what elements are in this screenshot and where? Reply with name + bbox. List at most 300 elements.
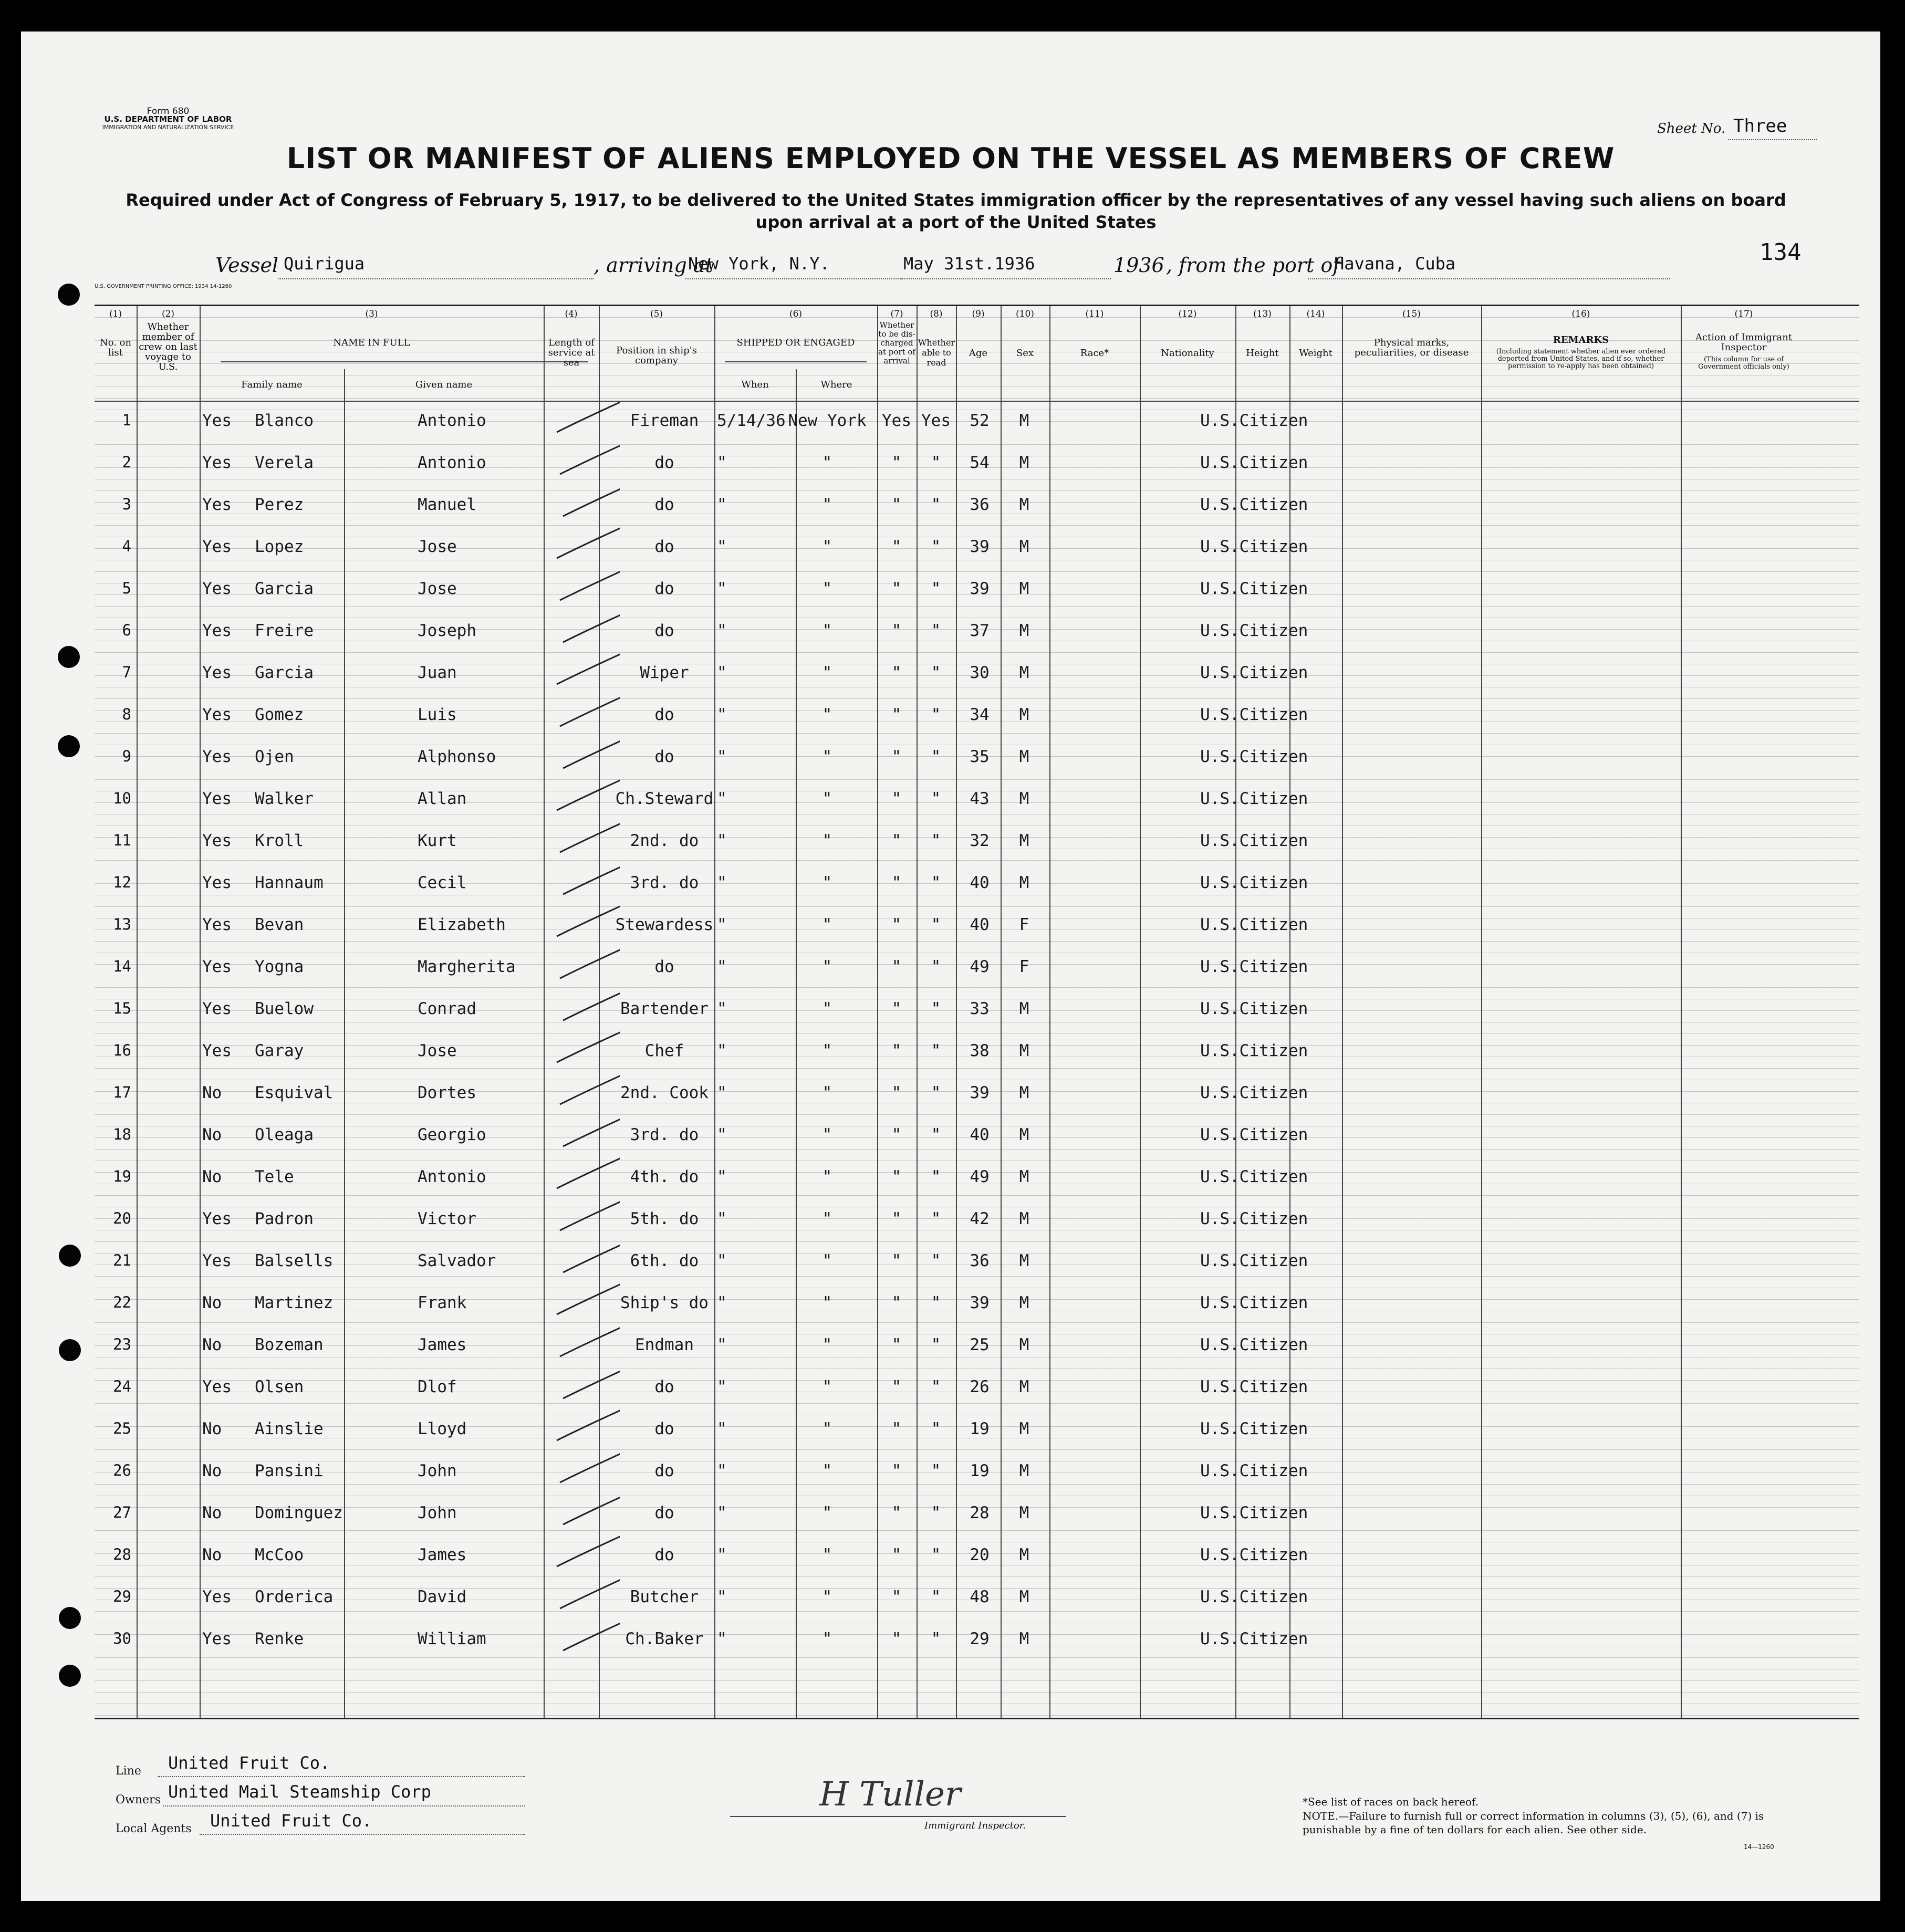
cell-when: " [717, 789, 727, 808]
service-tick-mark [557, 1149, 620, 1188]
cell-position: 6th. do [630, 1251, 699, 1270]
cell-sex: M [1019, 1588, 1029, 1606]
cell-given-name: Jose [418, 1041, 457, 1060]
cell-given-name: Dortes [418, 1083, 476, 1102]
service-tick-marks [95, 306, 620, 1718]
cell-prev-voyage: Yes [202, 579, 232, 598]
cell-read: " [931, 1251, 941, 1270]
service-tick-mark [557, 1527, 620, 1567]
cell-read: " [931, 495, 941, 514]
service-tick-mark [563, 1359, 620, 1398]
cell-age: 42 [970, 1209, 990, 1228]
cell-age: 34 [970, 705, 990, 724]
cell-given-name: Frank [418, 1293, 467, 1312]
cell-age: 30 [970, 663, 990, 682]
cell-when: " [717, 1377, 727, 1396]
cell-sex: M [1019, 1630, 1029, 1648]
cell-given-name: James [418, 1545, 467, 1564]
row-number: 27 [113, 1503, 131, 1521]
cell-age: 29 [970, 1630, 990, 1648]
cell-position: do [654, 1503, 674, 1522]
cell-position: do [654, 579, 674, 598]
cell-nationality: U.S.Citizen [1200, 1293, 1308, 1312]
col-header-prev-voyage: Whether member of crew on last voyage to U.S. [139, 321, 197, 372]
cell-discharged: " [891, 1419, 902, 1438]
cell-read: " [931, 999, 941, 1018]
cell-discharged: " [891, 999, 902, 1018]
cell-sex: M [1019, 999, 1029, 1018]
col-num-16: (16) [1571, 309, 1590, 319]
vessel-line [278, 278, 594, 279]
cell-discharged: " [891, 579, 902, 598]
cell-where: " [822, 1419, 832, 1438]
cell-where: " [822, 1461, 832, 1480]
cell-discharged: " [891, 831, 902, 850]
row-number: 21 [113, 1251, 131, 1269]
cell-where: " [822, 705, 832, 724]
signature-line [730, 1816, 1066, 1817]
cell-read: " [931, 1461, 941, 1480]
col-header-weight: Weight [1299, 348, 1333, 359]
col-header-shipped: SHIPPED OR ENGAGED [736, 337, 855, 348]
cell-age: 28 [970, 1503, 990, 1522]
binder-hole [58, 646, 80, 668]
cell-prev-voyage: Yes [202, 705, 232, 724]
col-num-1: (1) [109, 309, 122, 319]
cell-prev-voyage: No [202, 1461, 222, 1480]
cell-prev-voyage: No [202, 1083, 222, 1102]
cell-nationality: U.S.Citizen [1200, 1167, 1308, 1186]
service-tick-mark [563, 1233, 620, 1272]
cell-position: do [654, 495, 674, 514]
row-number: 3 [122, 495, 131, 513]
cell-read: " [931, 873, 941, 892]
cell-age: 54 [970, 453, 990, 472]
cell-sex: M [1019, 1167, 1029, 1186]
cell-where: " [822, 1083, 832, 1102]
cell-family-name: Ojen [255, 747, 294, 766]
arriving-line [685, 278, 901, 279]
cell-when: " [717, 747, 727, 766]
cell-read: " [931, 915, 941, 934]
cell-discharged: " [891, 1167, 902, 1186]
cell-sex: M [1019, 831, 1029, 850]
cell-nationality: U.S.Citizen [1200, 1503, 1308, 1522]
col-header-height: Height [1246, 348, 1279, 359]
cell-given-name: Elizabeth [418, 915, 506, 934]
row-number: 19 [113, 1167, 131, 1185]
cell-given-name: Allan [418, 789, 467, 808]
cell-age: 38 [970, 1041, 990, 1060]
col-note-remarks: (Including statement whether alien ever ordered deported from United States, and if so, whether permission to re-apply has been obtained) [1496, 348, 1666, 370]
cell-family-name: Freire [255, 621, 314, 640]
cell-when: " [717, 999, 727, 1018]
cell-read: " [931, 621, 941, 640]
cell-discharged: " [891, 873, 902, 892]
service-tick-mark [557, 645, 620, 684]
service-tick-mark [560, 1569, 620, 1609]
cell-nationality: U.S.Citizen [1200, 411, 1308, 430]
cell-when: " [717, 957, 727, 976]
cell-where: " [822, 1335, 832, 1354]
cell-discharged: " [891, 915, 902, 934]
cell-nationality: U.S.Citizen [1200, 453, 1308, 472]
cell-position: Butcher [630, 1588, 699, 1606]
agents-label: Local Agents [116, 1822, 192, 1835]
cell-sex: M [1019, 537, 1029, 556]
cell-where: " [822, 537, 832, 556]
cell-read: Yes [921, 411, 951, 430]
cell-age: 52 [970, 411, 990, 430]
cell-prev-voyage: No [202, 1167, 222, 1186]
from-port: Havana, Cuba [1334, 254, 1456, 274]
cell-family-name: Orderica [255, 1588, 334, 1606]
cell-read: " [931, 1588, 941, 1606]
cell-nationality: U.S.Citizen [1200, 621, 1308, 640]
cell-where: " [822, 1588, 832, 1606]
cell-where: " [822, 1293, 832, 1312]
cell-nationality: U.S.Citizen [1200, 789, 1308, 808]
cell-when: " [717, 1503, 727, 1522]
cell-position: do [654, 621, 674, 640]
cell-sex: M [1019, 1209, 1029, 1228]
cell-age: 25 [970, 1335, 990, 1354]
cell-read: " [931, 705, 941, 724]
cell-sex: M [1019, 1419, 1029, 1438]
cell-where: " [822, 915, 832, 934]
cell-family-name: Yogna [255, 957, 304, 976]
cell-family-name: Verela [255, 453, 314, 472]
cell-age: 37 [970, 621, 990, 640]
cell-nationality: U.S.Citizen [1200, 1209, 1308, 1228]
cell-discharged: " [891, 1293, 902, 1312]
cell-read: " [931, 1630, 941, 1648]
cell-discharged: " [891, 1377, 902, 1396]
cell-nationality: U.S.Citizen [1200, 1251, 1308, 1270]
row-number: 15 [113, 999, 131, 1017]
cell-family-name: Balsells [255, 1251, 334, 1270]
cell-given-name: Kurt [418, 831, 457, 850]
cell-prev-voyage: Yes [202, 663, 232, 682]
cell-nationality: U.S.Citizen [1200, 873, 1308, 892]
service-tick-mark [560, 1191, 620, 1230]
cell-family-name: Bozeman [255, 1335, 324, 1354]
service-tick-mark [560, 939, 620, 978]
cell-when: " [717, 1335, 727, 1354]
cell-given-name: Georgio [418, 1125, 486, 1144]
cell-age: 39 [970, 537, 990, 556]
page-title: LIST OR MANIFEST OF ALIENS EMPLOYED ON THE VESSEL AS MEMBERS OF CREW [286, 142, 1615, 175]
cell-nationality: U.S.Citizen [1200, 915, 1308, 934]
cell-nationality: U.S.Citizen [1200, 1588, 1308, 1606]
cell-when: " [717, 1545, 727, 1564]
manifest-sheet [21, 32, 1880, 1901]
column-divider [1140, 306, 1141, 1718]
cell-prev-voyage: Yes [202, 411, 232, 430]
agents-fill [200, 1834, 525, 1835]
cell-when: " [717, 1293, 727, 1312]
cell-nationality: U.S.Citizen [1200, 1630, 1308, 1648]
department: U.S. DEPARTMENT OF LABOR [104, 114, 232, 124]
row-number: 29 [113, 1588, 131, 1605]
col-num-15: (15) [1402, 309, 1421, 319]
cell-sex: M [1019, 453, 1029, 472]
column-divider [1481, 306, 1482, 1718]
cell-read: " [931, 663, 941, 682]
year-printed: 1936 [1113, 254, 1164, 277]
binder-hole [58, 284, 80, 306]
col-header-inspector-action: Action of Immigrant Inspector [1695, 332, 1793, 353]
cell-where: " [822, 999, 832, 1018]
col-num-3: (3) [365, 309, 378, 319]
cell-given-name: Margherita [418, 957, 516, 976]
cell-read: " [931, 1545, 941, 1564]
service-tick-mark [557, 393, 620, 432]
cell-nationality: U.S.Citizen [1200, 663, 1308, 682]
cell-where: " [822, 453, 832, 472]
cell-where: " [822, 579, 832, 598]
cell-family-name: Olsen [255, 1377, 304, 1396]
cell-position: do [654, 1461, 674, 1480]
cell-sex: M [1019, 705, 1029, 724]
agents-value: United Fruit Co. [210, 1811, 372, 1831]
cell-age: 49 [970, 1167, 990, 1186]
col-num-5: (5) [650, 309, 663, 319]
cell-family-name: Garay [255, 1041, 304, 1060]
cell-nationality: U.S.Citizen [1200, 1461, 1308, 1480]
cell-where: " [822, 831, 832, 850]
cell-given-name: John [418, 1461, 457, 1480]
cell-prev-voyage: No [202, 1125, 222, 1144]
cell-given-name: Manuel [418, 495, 476, 514]
cell-family-name: Padron [255, 1209, 314, 1228]
cell-prev-voyage: No [202, 1419, 222, 1438]
cell-nationality: U.S.Citizen [1200, 495, 1308, 514]
cell-position: Ch.Steward [615, 789, 714, 808]
cell-when: " [717, 1588, 727, 1606]
cell-sex: M [1019, 579, 1029, 598]
row-number: 24 [113, 1377, 131, 1395]
cell-family-name: Hannaum [255, 873, 324, 892]
col-note-inspector-action: (This column for use of Government officials only) [1698, 356, 1789, 371]
cell-nationality: U.S.Citizen [1200, 1125, 1308, 1144]
col-num-17: (17) [1734, 309, 1753, 319]
cell-when: " [717, 621, 727, 640]
cell-given-name: James [418, 1335, 467, 1354]
cell-family-name: Perez [255, 495, 304, 514]
from-port-line [1308, 278, 1670, 279]
row-number: 1 [122, 411, 131, 429]
cell-where: " [822, 1545, 832, 1564]
cell-prev-voyage: Yes [202, 537, 232, 556]
cell-prev-voyage: No [202, 1293, 222, 1312]
cell-sex: M [1019, 747, 1029, 766]
cell-discharged: " [891, 1041, 902, 1060]
cell-nationality: U.S.Citizen [1200, 705, 1308, 724]
cell-given-name: Antonio [418, 411, 486, 430]
service-tick-mark [557, 1023, 620, 1062]
row-number: 5 [122, 579, 131, 597]
cell-sex: M [1019, 1335, 1029, 1354]
cell-prev-voyage: No [202, 1545, 222, 1564]
row-number: 9 [122, 747, 131, 765]
cell-age: 33 [970, 999, 990, 1018]
cell-when: " [717, 1209, 727, 1228]
col-header-service-length: Length of service at sea [548, 337, 595, 368]
cell-sex: M [1019, 1461, 1029, 1480]
form-identifier [89, 108, 247, 131]
cell-family-name: Ainslie [255, 1419, 324, 1438]
cell-prev-voyage: Yes [202, 1630, 232, 1648]
arriving-port: New York, N.Y. [688, 254, 830, 274]
cell-when: " [717, 1125, 727, 1144]
cell-prev-voyage: Yes [202, 1377, 232, 1396]
cell-discharged: " [891, 1335, 902, 1354]
service-tick-mark [563, 981, 620, 1020]
cell-position: Fireman [630, 411, 699, 430]
service-tick-mark [563, 477, 620, 516]
cell-age: 36 [970, 1251, 990, 1270]
row-number: 22 [113, 1293, 131, 1311]
cell-when: " [717, 453, 727, 472]
cell-age: 39 [970, 579, 990, 598]
cell-read: " [931, 1377, 941, 1396]
cell-nationality: U.S.Citizen [1200, 1335, 1308, 1354]
cell-sex: M [1019, 663, 1029, 682]
col-num-9: (9) [972, 309, 985, 319]
service-tick-mark [557, 1275, 620, 1314]
cell-discharged: " [891, 705, 902, 724]
row-number: 8 [122, 705, 131, 723]
cell-prev-voyage: No [202, 1335, 222, 1354]
col-header-when: When [741, 379, 769, 390]
col-header-age: Age [969, 348, 988, 359]
cell-given-name: Cecil [418, 873, 467, 892]
col-num-14: (14) [1306, 309, 1325, 319]
cell-position: 5th. do [630, 1209, 699, 1228]
cell-read: " [931, 1419, 941, 1438]
cell-when: " [717, 495, 727, 514]
form-number: Form 680 [147, 106, 190, 117]
cell-age: 36 [970, 495, 990, 514]
cell-sex: M [1019, 1503, 1029, 1522]
cell-prev-voyage: Yes [202, 1041, 232, 1060]
cell-when: " [717, 663, 727, 682]
cell-where: " [822, 747, 832, 766]
service-tick-mark [563, 1107, 620, 1146]
cell-position: Bartender [620, 999, 709, 1018]
cell-discharged: " [891, 1251, 902, 1270]
col-header-position: Position in ship's company [616, 345, 697, 366]
col-header-sex: Sex [1016, 348, 1034, 359]
cell-when: " [717, 1630, 727, 1648]
cell-given-name: Lloyd [418, 1419, 467, 1438]
service-tick-mark [563, 855, 620, 894]
row-number: 26 [113, 1461, 131, 1479]
col-header-remarks: REMARKS [1553, 335, 1609, 346]
cell-position: 3rd. do [630, 1125, 699, 1144]
cell-discharged: " [891, 1503, 902, 1522]
cell-sex: M [1019, 873, 1029, 892]
cell-read: " [931, 1209, 941, 1228]
service-tick-mark [560, 813, 620, 852]
cell-prev-voyage: Yes [202, 453, 232, 472]
service-tick-mark [563, 729, 620, 768]
cell-when: " [717, 915, 727, 934]
cell-when: " [717, 1419, 727, 1438]
col-num-11: (11) [1085, 309, 1104, 319]
cell-read: " [931, 1125, 941, 1144]
cell-when: " [717, 537, 727, 556]
cell-sex: M [1019, 411, 1029, 430]
cell-age: 40 [970, 915, 990, 934]
cell-sex: M [1019, 1545, 1029, 1564]
cell-sex: M [1019, 789, 1029, 808]
from-label: , from the port of [1166, 254, 1340, 277]
col-num-10: (10) [1016, 309, 1034, 319]
cell-read: " [931, 1083, 941, 1102]
cell-family-name: Esquival [255, 1083, 334, 1102]
cell-sex: M [1019, 621, 1029, 640]
cell-where: " [822, 1209, 832, 1228]
cell-family-name: McCoo [255, 1545, 304, 1564]
cell-age: 48 [970, 1588, 990, 1606]
col-header-name: NAME IN FULL [333, 337, 410, 348]
cell-when: " [717, 1461, 727, 1480]
cell-discharged: " [891, 663, 902, 682]
cell-family-name: Gomez [255, 705, 304, 724]
cell-position: 4th. do [630, 1167, 699, 1186]
cell-read: " [931, 1293, 941, 1312]
row-number: 23 [113, 1335, 131, 1353]
cell-prev-voyage: No [202, 1503, 222, 1522]
cell-when: " [717, 1251, 727, 1270]
service: IMMIGRATION AND NATURALIZATION SERVICE [102, 124, 234, 131]
cell-discharged: " [891, 537, 902, 556]
cell-position: do [654, 747, 674, 766]
row-number: 12 [113, 873, 131, 891]
col-header-no: No. on list [99, 337, 132, 358]
cell-age: 39 [970, 1083, 990, 1102]
cell-position: Wiper [640, 663, 689, 682]
sheet-label: Sheet No. [1657, 121, 1726, 137]
cell-given-name: Luis [418, 705, 457, 724]
cell-where: " [822, 1377, 832, 1396]
cell-prev-voyage: Yes [202, 831, 232, 850]
cell-given-name: Jose [418, 579, 457, 598]
cell-position: do [654, 1377, 674, 1396]
cell-family-name: Kroll [255, 831, 304, 850]
cell-nationality: U.S.Citizen [1200, 999, 1308, 1018]
cell-position: do [654, 537, 674, 556]
cell-discharged: " [891, 1209, 902, 1228]
arrival-date: May 31st.1936 [903, 254, 1035, 274]
row-number: 2 [122, 453, 131, 471]
cell-where: " [822, 957, 832, 976]
row-number: 7 [122, 663, 131, 681]
cell-family-name: Buelow [255, 999, 314, 1018]
cell-nationality: U.S.Citizen [1200, 537, 1308, 556]
cell-nationality: U.S.Citizen [1200, 579, 1308, 598]
col-num-2: (2) [161, 309, 175, 319]
col-header-family-name: Family name [241, 379, 303, 390]
sheet-number-line [1728, 139, 1817, 140]
cell-given-name: John [418, 1503, 457, 1522]
inspector-signature: H Tuller [819, 1775, 961, 1814]
service-tick-mark [560, 1317, 620, 1356]
cell-where: " [822, 495, 832, 514]
cell-when: 5/14/36 [717, 411, 786, 430]
